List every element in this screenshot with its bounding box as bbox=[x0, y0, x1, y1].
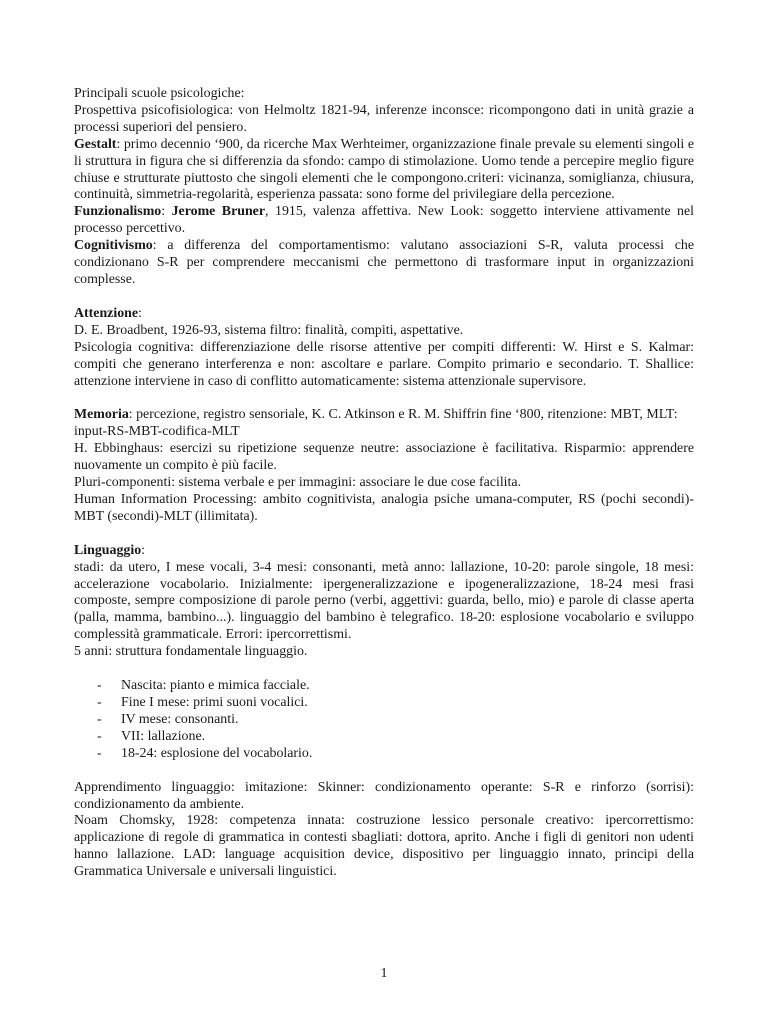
spacer bbox=[74, 763, 694, 780]
heading-attenzione bbox=[74, 306, 694, 323]
spacer bbox=[74, 390, 694, 407]
funz-colon: : bbox=[161, 204, 172, 220]
paragraph-hip: Human Information Processing: ambito cognitivista, analogia psiche umana-computer, RS (pochi secondi)-MBT (secondi)-MLT (illimitata). bbox=[74, 491, 694, 524]
document-page bbox=[74, 86, 694, 881]
spacer bbox=[74, 661, 694, 678]
funzionalismo-text: , 1915, valenza affettiva. New Look: soggetto interviene attivamente nel processo percettivo. bbox=[74, 204, 694, 237]
list-item-text: IV mese: consonanti. bbox=[121, 711, 239, 727]
term-cognitivismo: Cognitivismo bbox=[74, 238, 153, 254]
spacer bbox=[74, 289, 694, 306]
stages-list bbox=[74, 678, 694, 763]
paragraph-apprendimento: Apprendimento linguaggio: imitazione: Skinner: condizionamento operante: S-R e rinforzo (sorrisi): condizionamento da ambiente. bbox=[74, 779, 694, 812]
paragraph-5-anni: 5 anni: struttura fondamentale linguaggio. bbox=[74, 644, 308, 660]
paragraph-psicologia-cognitiva: Psicologia cognitiva: differenziazione delle risorse attentive per compiti differenti: W. Hirst e S. Kalmar: compiti che generano interferenza e non: ascoltare e parlare. Compito primario e secondario. T. Shallice: attenzione interviene in caso di conflitto automaticamente: sistema attenzionale supervisore. bbox=[74, 339, 694, 389]
list-item bbox=[74, 695, 694, 712]
bullet: - bbox=[97, 678, 102, 694]
paragraph-memoria bbox=[74, 407, 694, 424]
bullet: - bbox=[97, 711, 102, 727]
name-jerome-bruner: Jerome Bruner bbox=[171, 204, 266, 220]
paragraph-psicofisiologica: Prospettiva psicofisiologica: von Helmoltz 1821-94, inferenze inconsce: ricompongono dati in unità grazie a processi superiori del pensiero. bbox=[74, 102, 694, 135]
att-colon: : bbox=[138, 305, 142, 321]
paragraph-memoria-flow: input-RS-MBT-codifica-MLT bbox=[74, 424, 240, 440]
paragraph-cognitivismo bbox=[74, 238, 694, 289]
list-item bbox=[74, 712, 694, 729]
ling-colon: : bbox=[141, 542, 146, 558]
list-item-text: VII: lallazione. bbox=[121, 728, 206, 744]
bullet: - bbox=[97, 695, 102, 710]
list-item-text: Nascita: pianto e mimica facciale. bbox=[121, 678, 310, 694]
paragraph-broadbent: D. E. Broadbent, 1926-93, sistema filtro: finalità, compiti, aspettative. bbox=[74, 322, 464, 338]
term-memoria: Memoria bbox=[74, 407, 129, 423]
paragraph-stadi: stadi: da utero, I mese vocali, 3-4 mesi: consonanti, metà anno: lallazione, 10-20: parole singole, 18 mesi: accelerazione vocabolario. Inizialmente: ipergeneralizzazione e ipogeneralizzazione, 18-24 mesi frasi composte, sempre composizione di parole perno (verbi, aggettivi: guarda, bello, mio) e parole di classe aperta (palla, mamma, bambino...). linguaggio del bambino è telegrafico. 18-20: esplosione vocabolario e sviluppo complessità grammaticale. Errori: ipercorrettismi. bbox=[74, 559, 694, 643]
heading-linguaggio bbox=[74, 543, 694, 560]
paragraph-ebbinghaus: H. Ebbinghaus: esercizi su ripetizione sequenze neutre: associazione è facilitativa. Risparmio: apprendere nuovamente un compito è più facile. bbox=[74, 441, 694, 474]
list-item bbox=[74, 729, 694, 746]
cognitivismo-text: : a differenza del comportamentismo: valutano associazioni S-R, valuta processi che condizionano S-R per comprendere meccanismi che permettono di trasformare input in organizzazioni complesse. bbox=[74, 238, 694, 287]
term-funzionalismo: Funzionalismo bbox=[74, 204, 162, 220]
list-item-text: 18-24: esplosione del vocabolario. bbox=[121, 745, 313, 761]
page-number: 1 bbox=[380, 966, 388, 981]
bullet: - bbox=[97, 745, 102, 761]
term-linguaggio: Linguaggio bbox=[74, 542, 142, 558]
spacer bbox=[74, 526, 694, 543]
paragraph-funzionalismo bbox=[74, 204, 694, 238]
memoria-text: : percezione, registro sensoriale, K. C. Atkinson e R. M. Shiffrin fine ‘800, ritenzione: MBT, MLT: bbox=[128, 407, 678, 423]
paragraph-chomsky: Noam Chomsky, 1928: competenza innata: costruzione lessico personale creativo: ipercorrettismo: applicazione di regole di grammatica in contesti sbagliati: dottora, aprito. Anche i figli di genitori non udenti hanno lallazione. LAD: language acquisition device, dispositivo per linguaggio innato, principi della Grammatica Universale e universali linguistici. bbox=[74, 813, 694, 880]
list-item bbox=[74, 678, 694, 695]
list-item-text: Fine I mese: primi suoni vocalici. bbox=[121, 695, 308, 710]
bullet: - bbox=[97, 728, 102, 744]
doc-title: Principali scuole psicologiche: bbox=[74, 86, 245, 101]
list-item bbox=[74, 746, 694, 763]
gestalt-text: : primo decennio ‘900, da ricerche Max Werhteimer, organizzazione finale prevale su elementi singoli e li struttura in figura che si differenzia da sfondo: campo di stimolazione. Uomo tende a percepire meglio figure chiuse e strutturate piuttosto che singoli elementi che le compongono.criteri: vicinanza, somiglianza, chiusura, continuità, simmetria-regolarità, esperienza passata: sono forme del privilegiare della percezione. bbox=[74, 136, 694, 203]
paragraph-pluri-componenti: Pluri-componenti: sistema verbale e per immagini: associare le due cose facilita. bbox=[74, 475, 522, 491]
paragraph-gestalt bbox=[74, 137, 694, 205]
term-gestalt: Gestalt bbox=[74, 136, 117, 152]
term-attenzione: Attenzione bbox=[74, 305, 139, 321]
